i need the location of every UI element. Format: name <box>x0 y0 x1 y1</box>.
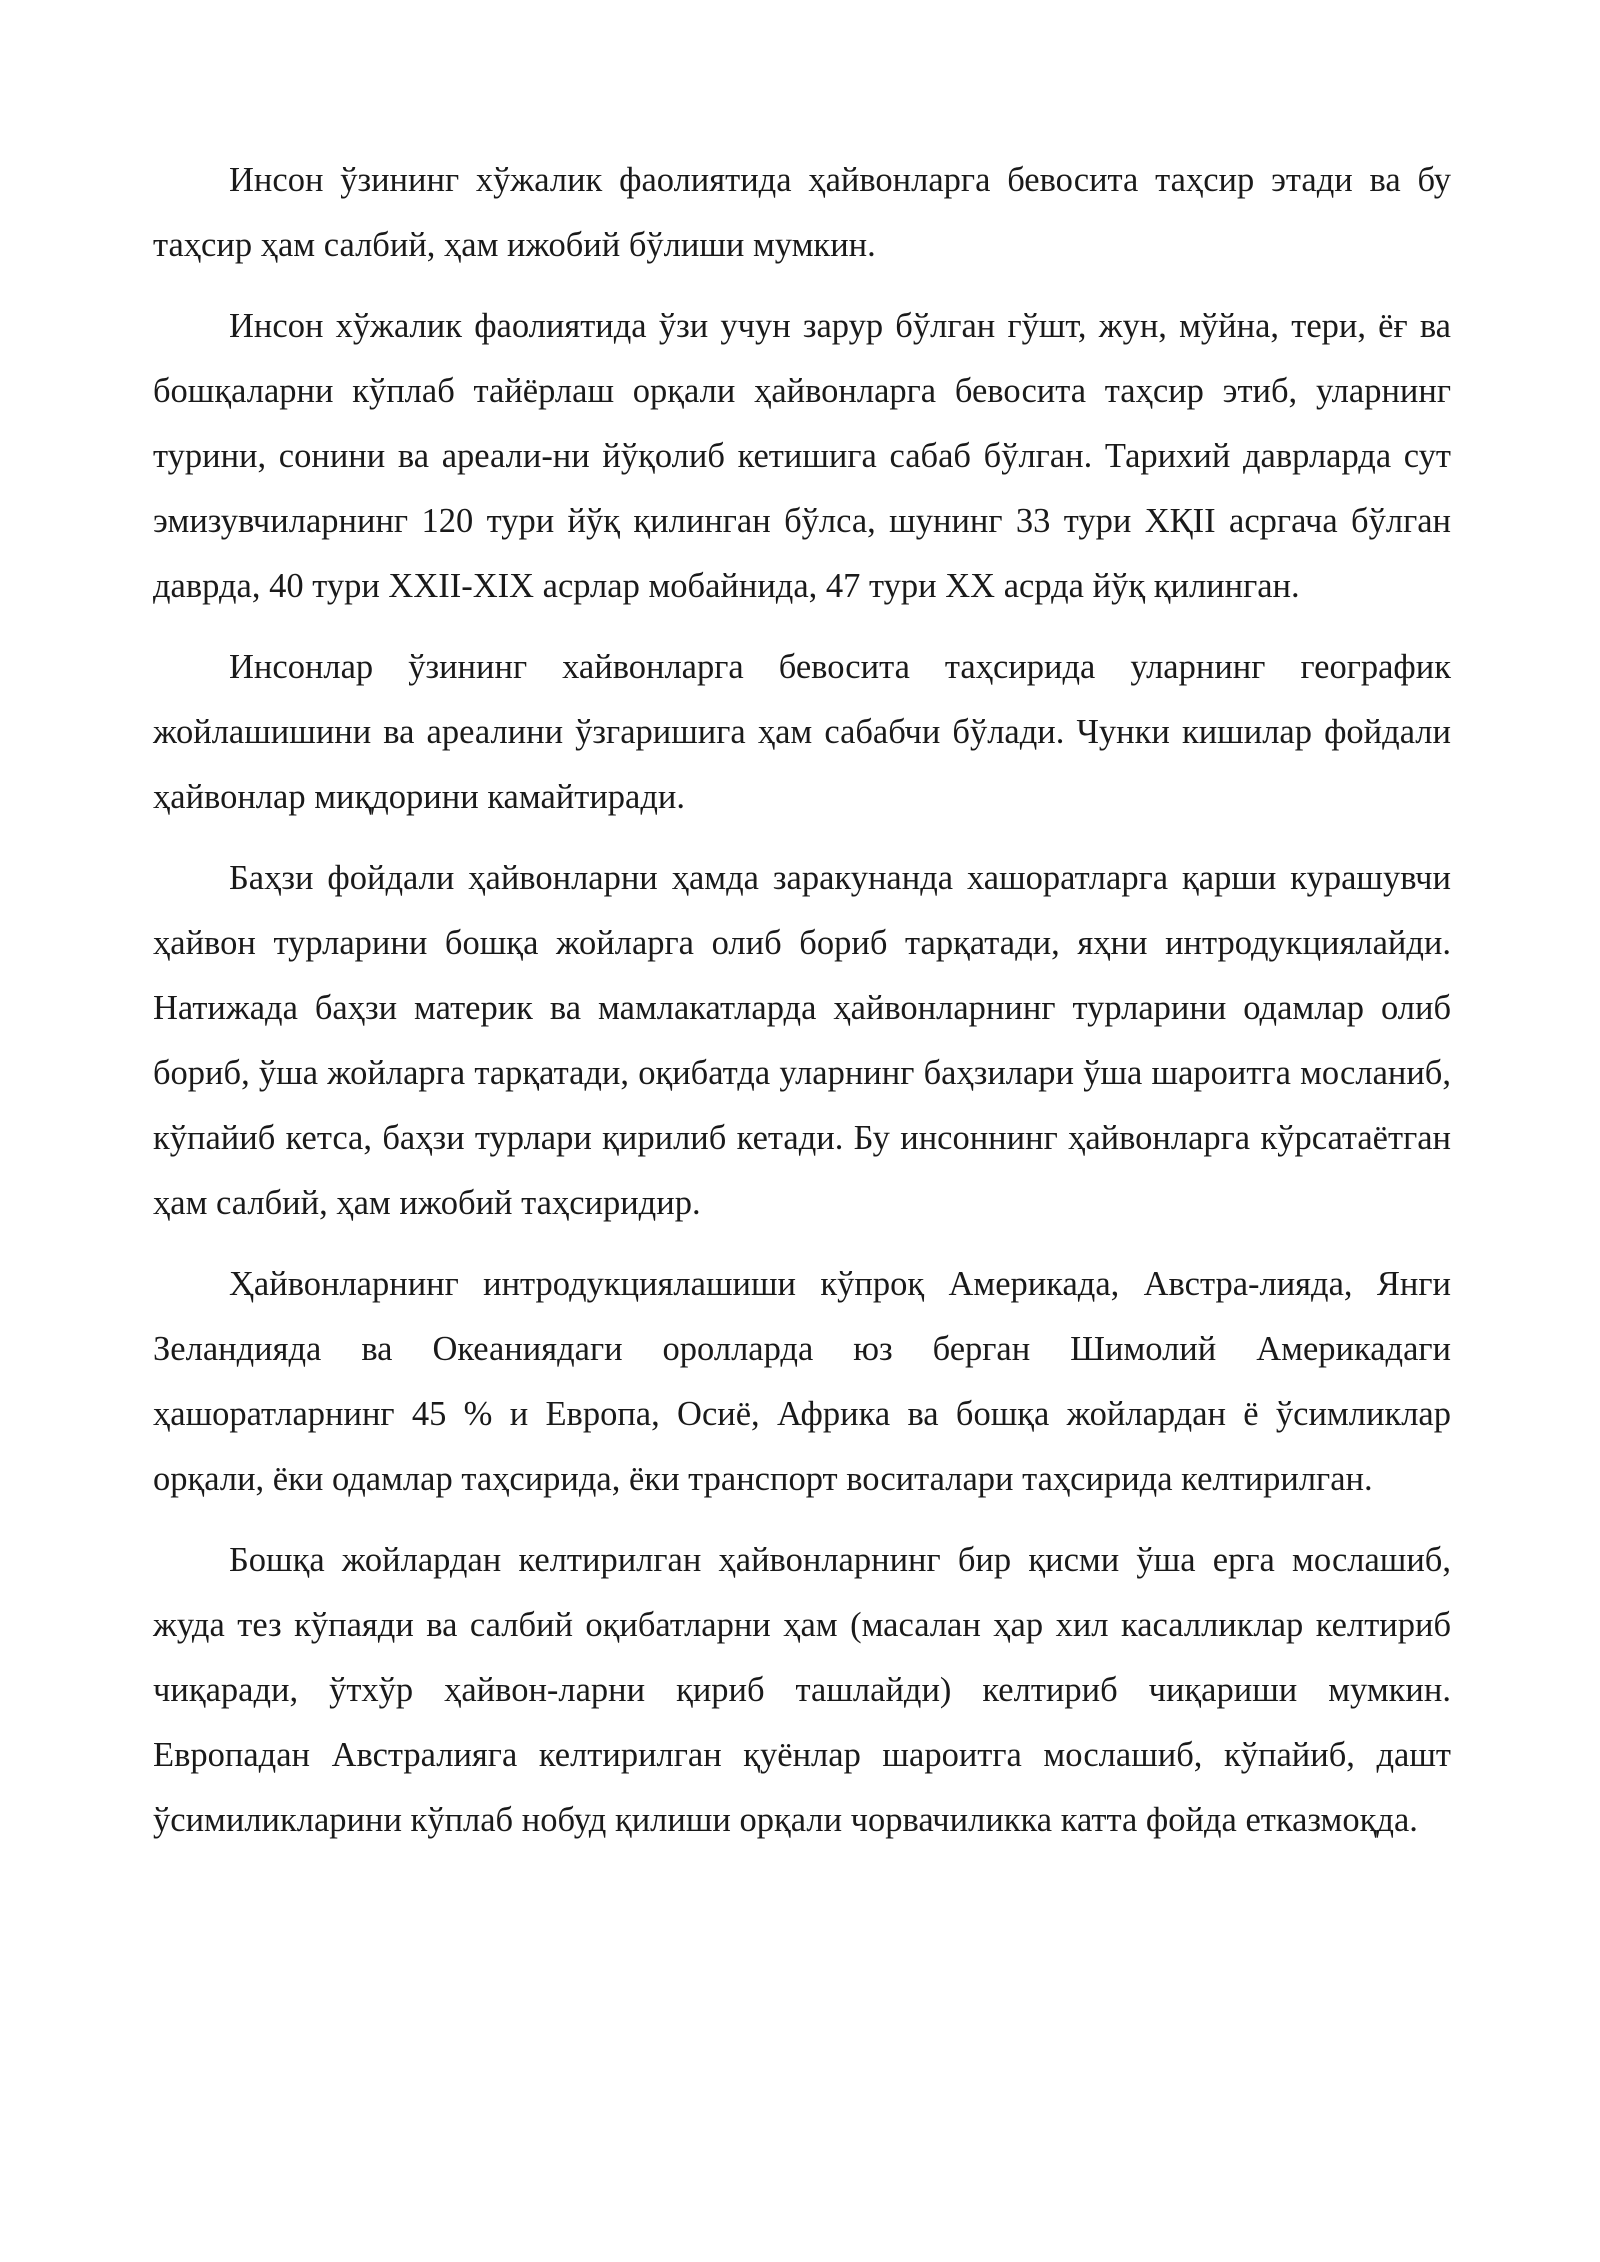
document-body <box>153 148 1451 1869</box>
paragraph-6: Бошқа жойлардан келтирилган ҳайвонларнинг бир қисми ўша ерга мослашиб, жуда тез кўпаяди ва салбий оқибатларни ҳам (масалан ҳар хил касалликлар келтириб чиқаради, ўтхўр ҳайвон-ларни қириб ташлайди) келтириб чиқариши мумкин. Европадан Австралияга келтирилган қуёнлар шароитга мослашиб, кўпайиб, дашт ўсимиликларини кўплаб нобуд қилиши орқали чорвачиликка катта фойда етказмоқда. <box>153 1541 1451 1839</box>
paragraph-4: Баҳзи фойдали ҳайвонларни ҳамда заракунанда хашоратларга қарши курашувчи ҳайвон турларини бошқа жойларга олиб бориб тарқатади, яҳни интродукциялайди. Натижада баҳзи материк ва мамлакатларда ҳайвонларнинг турларини одамлар олиб бориб, ўша жойларга тарқатади, оқибатда уларнинг баҳзилари ўша шароитга мосланиб, кўпайиб кетса, баҳзи турлари қирилиб кетади. Бу инсоннинг ҳайвонларга кўрсатаётган ҳам салбий, ҳам ижобий таҳсиридир. <box>153 859 1451 1222</box>
paragraph-2: Инсон хўжалик фаолиятида ўзи учун зарур бўлган гўшт, жун, мўйна, тери, ёғ ва бошқаларни кўплаб тайёрлаш орқали ҳайвонларга бевосита таҳсир этиб, уларнинг турини, сонини ва ареали-ни йўқолиб кетишига сабаб бўлган. Тарихий даврларда сут эмизувчиларнинг 120 тури йўқ қилинган бўлса, шунинг 33 тури ХҚII асргача бўлган даврда, 40 тури XXII-XIX асрлар мобайнида, 47 тури XX асрда йўқ қилинган. <box>153 307 1451 605</box>
paragraph-3: Инсонлар ўзининг хайвонларга бевосита таҳсирида уларнинг географик жойлашишини ва ареалини ўзгаришига ҳам сабабчи бўлади. Чунки кишилар фойдали ҳайвонлар миқдорини камайтиради. <box>153 648 1451 816</box>
paragraph-1: Инсон ўзининг хўжалик фаолиятида ҳайвонларга бевосита таҳсир этади ва бу таҳсир ҳам салбий, ҳам ижобий бўлиши мумкин. <box>153 161 1451 264</box>
paragraph-5: Ҳайвонларнинг интродукциялашиши кўпроқ Америкада, Австра-лияда, Янги Зеландияда ва Океаниядаги ороллардa юз берган Шимолий Америкадаги ҳашоратларнинг 45 % и Европа, Осиё, Африка ва бошқа жойлардан ё ўсимликлар орқали, ёки одамлар таҳсирида, ёки транспорт воситалари таҳсирида келтирилган. <box>153 1265 1451 1498</box>
